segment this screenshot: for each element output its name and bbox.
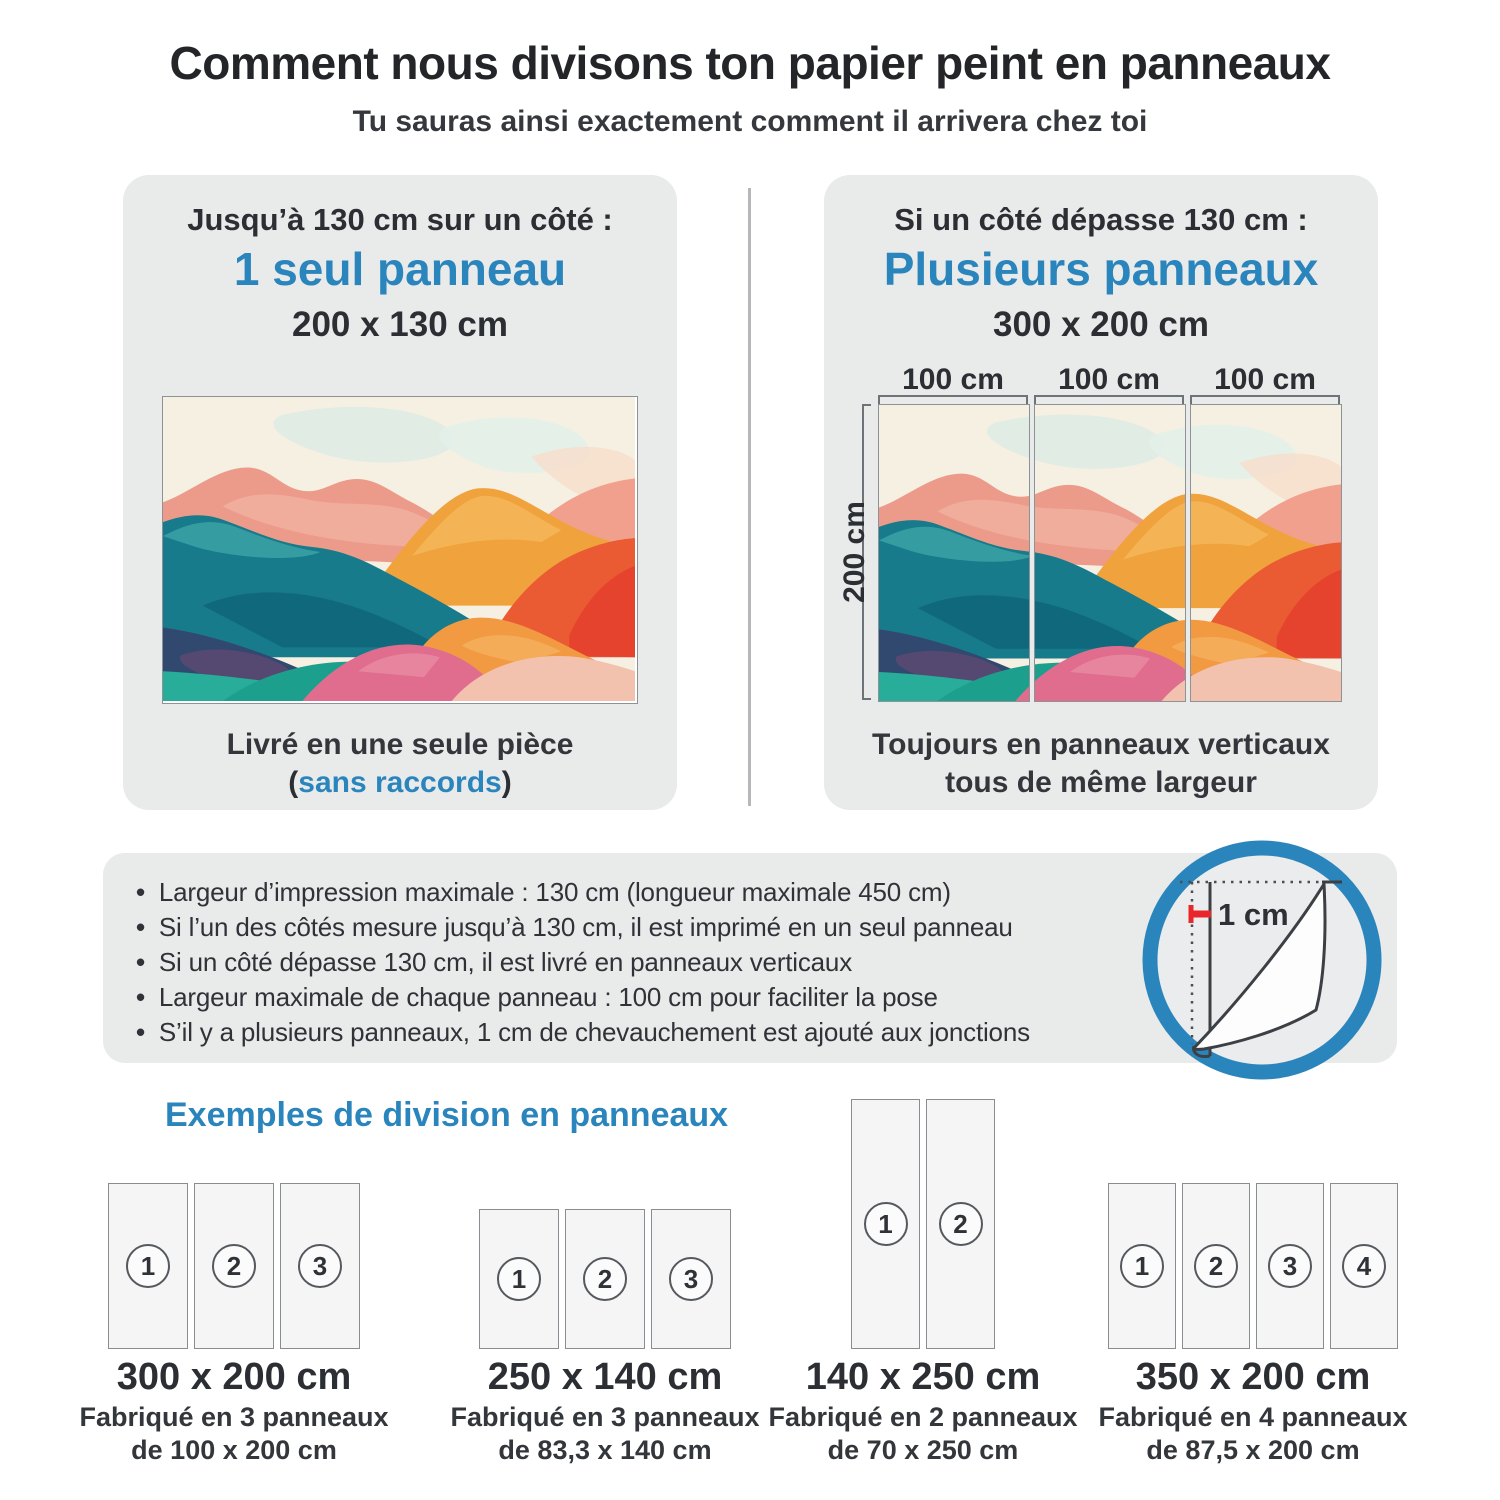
single-card-condition: Jusqu’à 130 cm sur un côté : [187, 202, 613, 237]
no-seams-highlight: sans raccords [298, 766, 502, 799]
width-dimension-bracket [1190, 395, 1340, 404]
wallpaper-panel-strip [878, 404, 1030, 702]
multi-card-caption-line2: tous de même largeur [945, 766, 1257, 799]
example-panel [851, 1099, 920, 1349]
example-description: de 100 x 200 cm [131, 1435, 337, 1465]
multi-card-dimensions: 300 x 200 cm [992, 305, 1209, 344]
panel-number-badge: 2 [212, 1244, 256, 1288]
card-divider [748, 188, 751, 806]
wallpaper-image-single [162, 396, 638, 704]
rule-item: • Si l’un des côtés mesure jusqu’à 130 cm, il est imprimé en un seul panneau [136, 910, 1146, 945]
example-description: Fabriqué en 3 panneaux [79, 1402, 389, 1432]
width-dimension-bracket [1034, 395, 1184, 404]
multi-card-condition: Si un côté dépasse 130 cm : [894, 202, 1308, 237]
example-dimensions: 140 x 250 cm [805, 1356, 1041, 1398]
paren-close: ) [501, 766, 512, 799]
rule-item: • S’il y a plusieurs panneaux, 1 cm de chevauchement est ajouté aux jonctions [136, 1015, 1146, 1050]
rules-list [136, 875, 1146, 1050]
example-dimensions: 250 x 140 cm [487, 1356, 723, 1398]
example-description: Fabriqué en 3 panneaux [450, 1402, 760, 1432]
panel-number-badge: 1 [126, 1244, 170, 1288]
example-group [479, 1209, 731, 1349]
width-dimension-label: 100 cm [1058, 363, 1160, 396]
rule-item: • Largeur d’impression maximale : 130 cm (longueur maximale 450 cm) [136, 875, 1146, 910]
wallpaper-panel-strip [1034, 404, 1186, 702]
single-card-caption-note [123, 766, 677, 800]
panel-number-badge: 1 [864, 1202, 908, 1246]
panel-number-badge: 3 [298, 1244, 342, 1288]
example-panel [651, 1209, 731, 1349]
example-description: de 70 x 250 cm [827, 1435, 1019, 1465]
rule-item: • Si un côté dépasse 130 cm, il est livré en panneaux verticaux [136, 945, 1146, 980]
page-subtitle: Tu sauras ainsi exactement comment il arrivera chez toi [352, 105, 1148, 138]
single-card-caption: Livré en une seule pièce [226, 728, 574, 761]
multi-card-headline: Plusieurs panneaux [883, 243, 1319, 295]
example-panel [1108, 1183, 1176, 1349]
panel-number-badge: 2 [1194, 1244, 1238, 1288]
example-dimensions: 300 x 200 cm [116, 1356, 352, 1398]
multi-panel-card [824, 175, 1378, 810]
width-dimension-label: 100 cm [1214, 363, 1316, 396]
example-description: Fabriqué en 4 panneaux [1098, 1402, 1408, 1432]
example-panel [1182, 1183, 1250, 1349]
wallpaper-panel-strip [1190, 404, 1342, 702]
overlap-label: 1 cm [1218, 897, 1289, 932]
width-dimension-bracket [878, 395, 1028, 404]
panel-number-badge: 2 [939, 1202, 983, 1246]
multi-card-caption-line1: Toujours en panneaux verticaux [872, 728, 1330, 761]
example-panel [926, 1099, 995, 1349]
watercolor-artwork [879, 405, 1030, 701]
example-group [851, 1099, 995, 1349]
single-card-dimensions: 200 x 130 cm [291, 305, 508, 344]
example-panel [1256, 1183, 1324, 1349]
example-description: de 87,5 x 200 cm [1146, 1435, 1360, 1465]
watercolor-artwork [163, 397, 635, 701]
example-description: Fabriqué en 2 panneaux [768, 1402, 1078, 1432]
panel-number-badge: 1 [497, 1257, 541, 1301]
panel-number-badge: 1 [1120, 1244, 1164, 1288]
single-card-headline: 1 seul panneau [233, 243, 567, 295]
examples-heading: Exemples de division en panneaux [165, 1096, 729, 1134]
panel-number-badge: 4 [1342, 1244, 1386, 1288]
example-group [1108, 1183, 1398, 1349]
example-panel [194, 1183, 274, 1349]
example-panel [565, 1209, 645, 1349]
example-description: de 83,3 x 140 cm [498, 1435, 712, 1465]
panel-number-badge: 3 [669, 1257, 713, 1301]
rule-item: • Largeur maximale de chaque panneau : 100 cm pour faciliter la pose [136, 980, 1146, 1015]
watercolor-artwork [1034, 405, 1186, 701]
example-caption [34, 1356, 434, 1467]
single-panel-card [123, 175, 677, 810]
example-panel [479, 1209, 559, 1349]
example-panel [1330, 1183, 1398, 1349]
panel-number-badge: 3 [1268, 1244, 1312, 1288]
panel-number-badge: 2 [583, 1257, 627, 1301]
example-caption [1053, 1356, 1453, 1467]
paren-open: ( [288, 766, 299, 799]
watercolor-artwork [1190, 405, 1341, 701]
example-group [108, 1183, 360, 1349]
example-panel [108, 1183, 188, 1349]
example-panel [280, 1183, 360, 1349]
example-dimensions: 350 x 200 cm [1135, 1356, 1371, 1398]
height-dimension-label: 200 cm [838, 501, 871, 603]
page-title: Comment nous divisons ton papier peint en panneaux [169, 37, 1331, 89]
width-dimension-label: 100 cm [902, 363, 1004, 396]
overlap-icon [1134, 832, 1390, 1088]
